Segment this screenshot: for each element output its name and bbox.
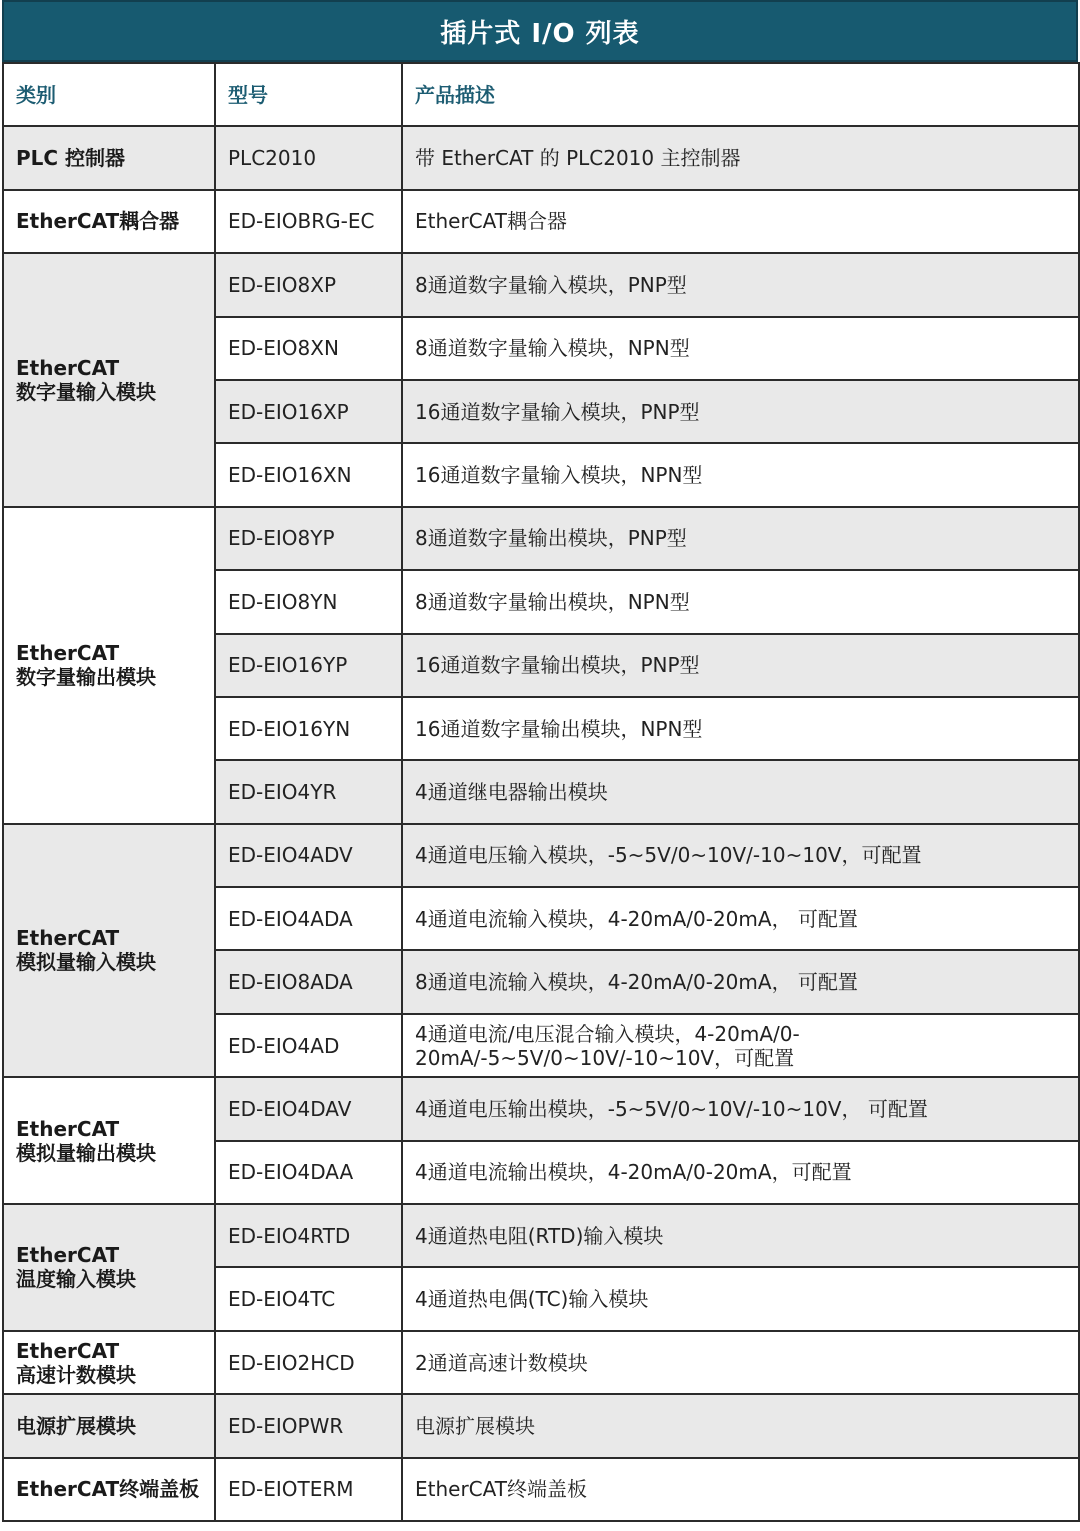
description-cell: 8通道电流输入模块，4-20mA/0-20mA， 可配置 — [402, 950, 1079, 1013]
category-cell: EtherCAT耦合器 — [3, 190, 215, 253]
model-cell: ED-EIO2HCD — [215, 1331, 402, 1394]
table-title: 插片式 I/O 列表 — [2, 0, 1078, 62]
model-cell: ED-EIOBRG-EC — [215, 190, 402, 253]
category-cell: EtherCAT 高速计数模块 — [3, 1331, 215, 1394]
header-category: 类别 — [3, 63, 215, 126]
table-row — [3, 1458, 1079, 1521]
model-cell: ED-EIO4DAA — [215, 1141, 402, 1204]
table-row — [3, 190, 1079, 253]
description-cell: 带 EtherCAT 的 PLC2010 主控制器 — [402, 126, 1079, 189]
header-description: 产品描述 — [402, 63, 1079, 126]
table-row — [3, 824, 1079, 887]
model-cell: ED-EIO4YR — [215, 760, 402, 823]
description-cell: 4通道电流输入模块，4-20mA/0-20mA， 可配置 — [402, 887, 1079, 950]
model-cell: ED-EIO16XP — [215, 380, 402, 443]
description-cell: 8通道数字量输入模块，PNP型 — [402, 253, 1079, 316]
category-cell: EtherCAT 数字量输出模块 — [3, 507, 215, 824]
table-row — [3, 253, 1079, 316]
model-cell: ED-EIO4DAV — [215, 1077, 402, 1140]
description-cell: EtherCAT终端盖板 — [402, 1458, 1079, 1521]
io-list-document — [2, 0, 1078, 1522]
description-cell: 16通道数字量输出模块，NPN型 — [402, 697, 1079, 760]
description-cell: 4通道电流/电压混合输入模块，4-20mA/0-20mA/-5~5V/0~10V/-10~10V，可配置 — [402, 1014, 1079, 1077]
model-cell: ED-EIO4AD — [215, 1014, 402, 1077]
model-cell: ED-EIO8ADA — [215, 950, 402, 1013]
model-cell: PLC2010 — [215, 126, 402, 189]
table-row — [3, 1394, 1079, 1457]
model-cell: ED-EIOPWR — [215, 1394, 402, 1457]
category-cell: EtherCAT 模拟量输出模块 — [3, 1077, 215, 1204]
description-cell: 电源扩展模块 — [402, 1394, 1079, 1457]
table-row — [3, 126, 1079, 189]
description-cell: 2通道高速计数模块 — [402, 1331, 1079, 1394]
model-cell: ED-EIO4TC — [215, 1267, 402, 1330]
table-row — [3, 1077, 1079, 1140]
description-cell: 8通道数字量输出模块，NPN型 — [402, 570, 1079, 633]
description-cell: 4通道热电偶(TC)输入模块 — [402, 1267, 1079, 1330]
description-cell: 16通道数字量输入模块，PNP型 — [402, 380, 1079, 443]
io-table — [2, 62, 1080, 1522]
description-cell: 16通道数字量输入模块，NPN型 — [402, 443, 1079, 506]
category-cell: EtherCAT 数字量输入模块 — [3, 253, 215, 507]
description-cell: EtherCAT耦合器 — [402, 190, 1079, 253]
model-cell: ED-EIO4RTD — [215, 1204, 402, 1267]
description-cell: 16通道数字量输出模块，PNP型 — [402, 634, 1079, 697]
description-cell: 8通道数字量输出模块，PNP型 — [402, 507, 1079, 570]
description-cell: 4通道热电阻(RTD)输入模块 — [402, 1204, 1079, 1267]
description-cell: 4通道电流输出模块，4-20mA/0-20mA，可配置 — [402, 1141, 1079, 1204]
model-cell: ED-EIO4ADA — [215, 887, 402, 950]
model-cell: ED-EIO8XP — [215, 253, 402, 316]
model-cell: ED-EIO16YP — [215, 634, 402, 697]
table-row — [3, 507, 1079, 570]
model-cell: ED-EIO8XN — [215, 317, 402, 380]
category-cell: EtherCAT 温度输入模块 — [3, 1204, 215, 1331]
description-cell: 4通道继电器输出模块 — [402, 760, 1079, 823]
description-cell: 8通道数字量输入模块，NPN型 — [402, 317, 1079, 380]
model-cell: ED-EIO16XN — [215, 443, 402, 506]
model-cell: ED-EIO8YP — [215, 507, 402, 570]
model-cell: ED-EIO8YN — [215, 570, 402, 633]
category-cell: EtherCAT 模拟量输入模块 — [3, 824, 215, 1078]
model-cell: ED-EIO4ADV — [215, 824, 402, 887]
category-cell: EtherCAT终端盖板 — [3, 1458, 215, 1521]
description-cell: 4通道电压输入模块，-5~5V/0~10V/-10~10V，可配置 — [402, 824, 1079, 887]
table-row — [3, 1331, 1079, 1394]
category-cell: PLC 控制器 — [3, 126, 215, 189]
model-cell: ED-EIOTERM — [215, 1458, 402, 1521]
table-body — [3, 126, 1079, 1521]
header-model: 型号 — [215, 63, 402, 126]
category-cell: 电源扩展模块 — [3, 1394, 215, 1457]
model-cell: ED-EIO16YN — [215, 697, 402, 760]
description-cell: 4通道电压输出模块，-5~5V/0~10V/-10~10V， 可配置 — [402, 1077, 1079, 1140]
table-row — [3, 1204, 1079, 1267]
